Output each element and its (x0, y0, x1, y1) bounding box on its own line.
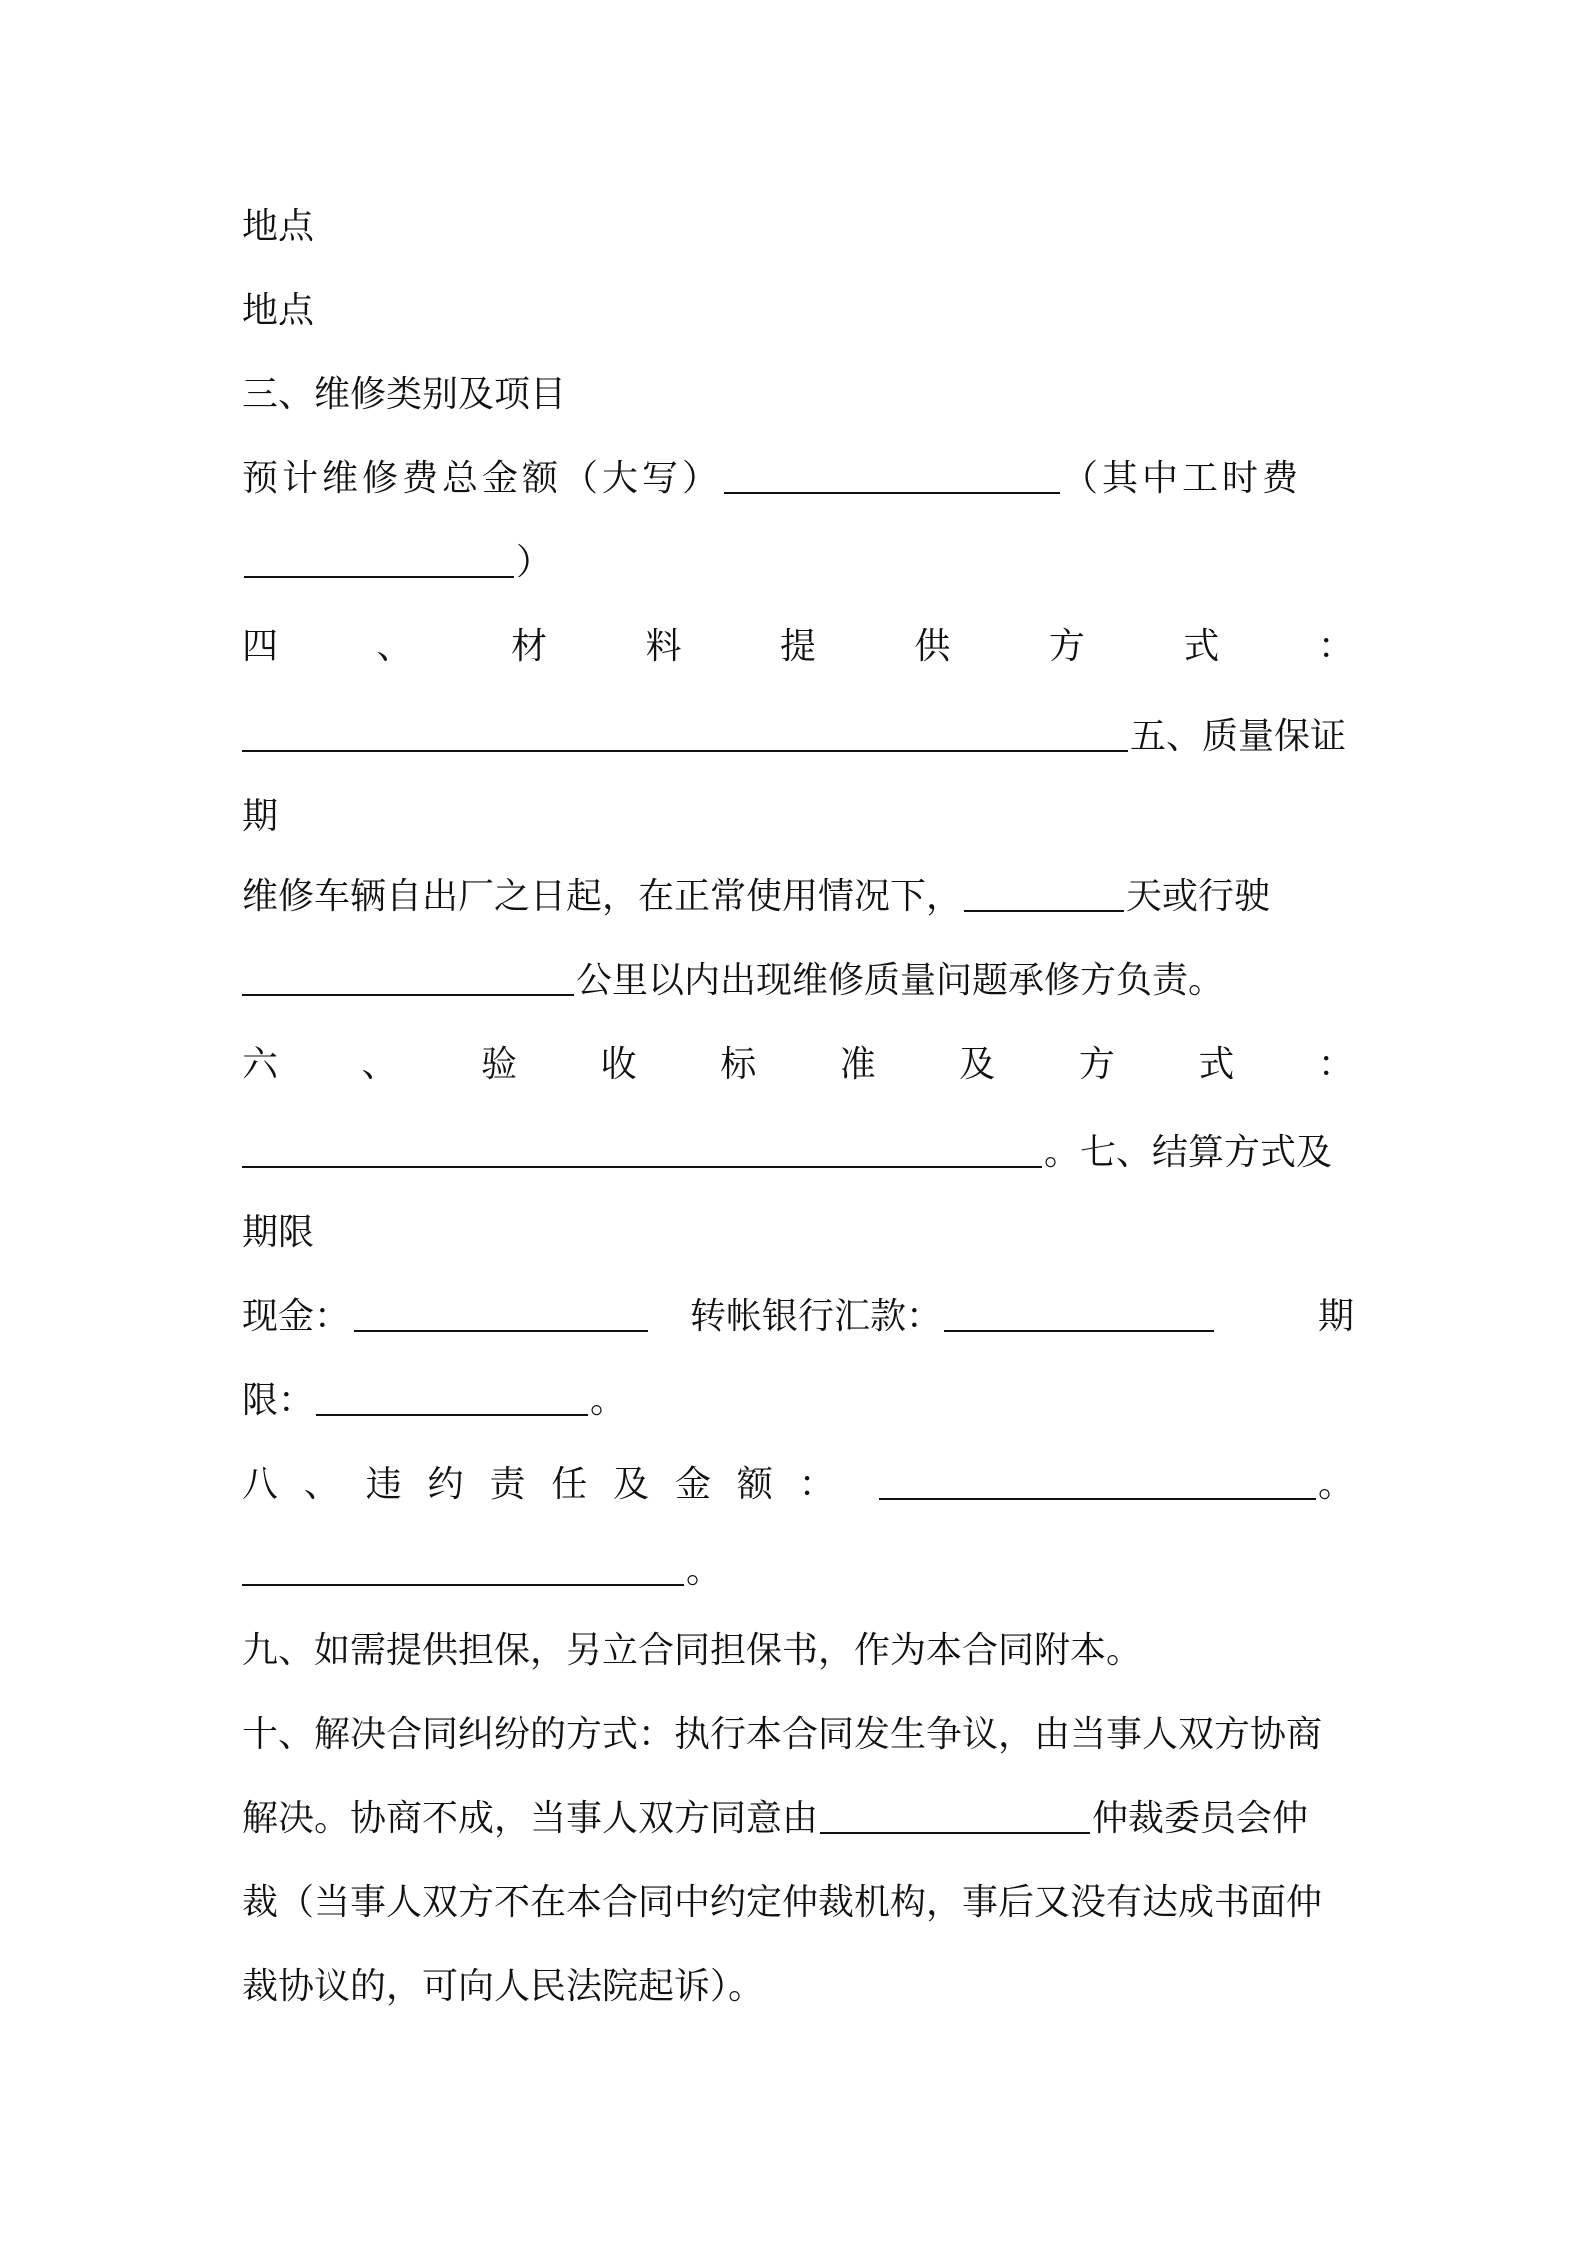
section-4-char: 供 (914, 626, 951, 667)
section-6-char: 、 (361, 1044, 398, 1085)
warranty-days-label: 天或行驶 (1126, 876, 1271, 917)
warranty-km-label: 公里以内出现维修质量问题承修方负责。 (576, 960, 1225, 1001)
section-5-text: 期 (242, 796, 279, 837)
section-7-heading: 。七、结算方式及 (1044, 1132, 1333, 1173)
section-10-text: 裁（当事人双方不在本合同中约定仲裁机构，事后又没有达成书面仲 (242, 1882, 1323, 1923)
section-4-char: 材 (510, 626, 547, 667)
arbitration-committee-blank[interactable] (820, 1802, 1090, 1834)
section-4-char: 料 (645, 626, 682, 667)
estimated-cost-label: 预计维修费总金额（大写） (242, 458, 723, 499)
location-line-1 (242, 202, 1354, 252)
acceptance-standard-blank[interactable] (242, 1136, 1042, 1168)
bank-transfer-blank[interactable] (944, 1300, 1214, 1332)
section-10-line-3 (242, 1878, 1354, 1928)
section-4-char: 式 (1183, 626, 1220, 667)
term-blank[interactable] (316, 1384, 588, 1416)
section-8-char: 金 (675, 1464, 712, 1505)
warranty-line-1 (242, 872, 1354, 922)
labor-cost-label: （其中工时费 (1062, 458, 1303, 499)
section-6-char: 及 (959, 1044, 996, 1085)
section-5-heading: 五、质量保证 (1130, 716, 1347, 757)
term-label-start: 期 (1317, 1296, 1354, 1337)
settlement-line-2 (242, 1376, 1354, 1426)
section-4-char: 方 (1048, 626, 1085, 667)
section-4-char: 提 (779, 626, 816, 667)
labor-cost-line (242, 538, 1354, 588)
section-10-line-4 (242, 1962, 1354, 2012)
section-4-char: ： (1317, 626, 1354, 667)
section-6-char: 准 (839, 1044, 876, 1085)
location-line-2 (242, 286, 1354, 336)
total-amount-blank[interactable] (724, 462, 1060, 494)
section-3-text: 三、维修类别及项目 (242, 374, 567, 415)
breach-period: 。 (1317, 1464, 1354, 1505)
cash-blank[interactable] (354, 1300, 648, 1332)
section-6-char: ： (1317, 1044, 1354, 1085)
warranty-line-2 (242, 956, 1354, 1006)
section-10-line-2 (242, 1794, 1354, 1844)
warranty-km-blank[interactable] (242, 964, 574, 996)
location-label: 地点 (242, 290, 315, 331)
section-9-text: 九、如需提供担保，另立合同担保书，作为本合同附本。 (242, 1630, 1143, 1671)
material-method-blank[interactable] (242, 720, 1128, 752)
breach-extra-period: 。 (686, 1550, 723, 1591)
section-10-text: 解决。协商不成，当事人双方同意由 (242, 1798, 819, 1839)
section-8-char: 违 (365, 1464, 402, 1505)
location-label: 地点 (242, 206, 315, 247)
section-7-continued (242, 1208, 1354, 1258)
estimated-cost-line (242, 454, 1354, 504)
settlement-line-1 (242, 1292, 1354, 1342)
material-method-line (242, 712, 1354, 762)
section-8-char: 及 (613, 1464, 650, 1505)
section-7-text: 期限 (242, 1212, 315, 1253)
warranty-text: 维修车辆自出厂之日起，在正常使用情况下， (242, 876, 963, 917)
section-10-text: 裁协议的，可向人民法院起诉）。 (242, 1966, 765, 2007)
breach-line-2 (242, 1546, 1354, 1596)
term-period: 。 (590, 1380, 627, 1421)
section-10-text: 十、解决合同纠纷的方式：执行本合同发生争议，由当事人双方协商 (242, 1714, 1323, 1755)
labor-cost-close: ） (516, 542, 553, 583)
breach-amount-blank[interactable] (879, 1468, 1316, 1500)
section-8-char: 、 (303, 1464, 340, 1505)
labor-cost-blank[interactable] (244, 546, 514, 578)
section-8-label (242, 1460, 835, 1510)
section-6-char: 收 (600, 1044, 637, 1085)
bank-transfer-label: 转帐银行汇款： (690, 1296, 943, 1337)
acceptance-standard-line (242, 1128, 1354, 1178)
warranty-days-blank[interactable] (964, 880, 1124, 912)
section-6-char: 标 (720, 1044, 757, 1085)
section-5-continued (242, 792, 1354, 842)
section-10-line-1 (242, 1710, 1354, 1760)
breach-extra-blank[interactable] (242, 1554, 684, 1586)
section-4-heading (242, 622, 1354, 672)
section-4-char: 四 (242, 626, 279, 667)
section-8-char: 八 (242, 1464, 279, 1505)
section-6-heading (242, 1040, 1354, 1090)
section-8-char: 约 (427, 1464, 464, 1505)
term-label-end: 限： (242, 1380, 315, 1421)
section-10-text: 仲裁委员会仲 (1092, 1798, 1309, 1839)
section-6-char: 六 (242, 1044, 279, 1085)
section-8-char: 责 (489, 1464, 526, 1505)
section-6-char: 方 (1078, 1044, 1115, 1085)
section-8-heading (242, 1460, 1354, 1510)
section-8-char: ： (798, 1464, 835, 1505)
section-9 (242, 1626, 1354, 1676)
section-3-heading (242, 370, 1354, 420)
section-6-char: 式 (1198, 1044, 1235, 1085)
cash-label: 现金： (242, 1296, 351, 1337)
section-4-char: 、 (376, 626, 413, 667)
section-8-char: 任 (551, 1464, 588, 1505)
section-6-char: 验 (481, 1044, 518, 1085)
section-8-char: 额 (736, 1464, 773, 1505)
